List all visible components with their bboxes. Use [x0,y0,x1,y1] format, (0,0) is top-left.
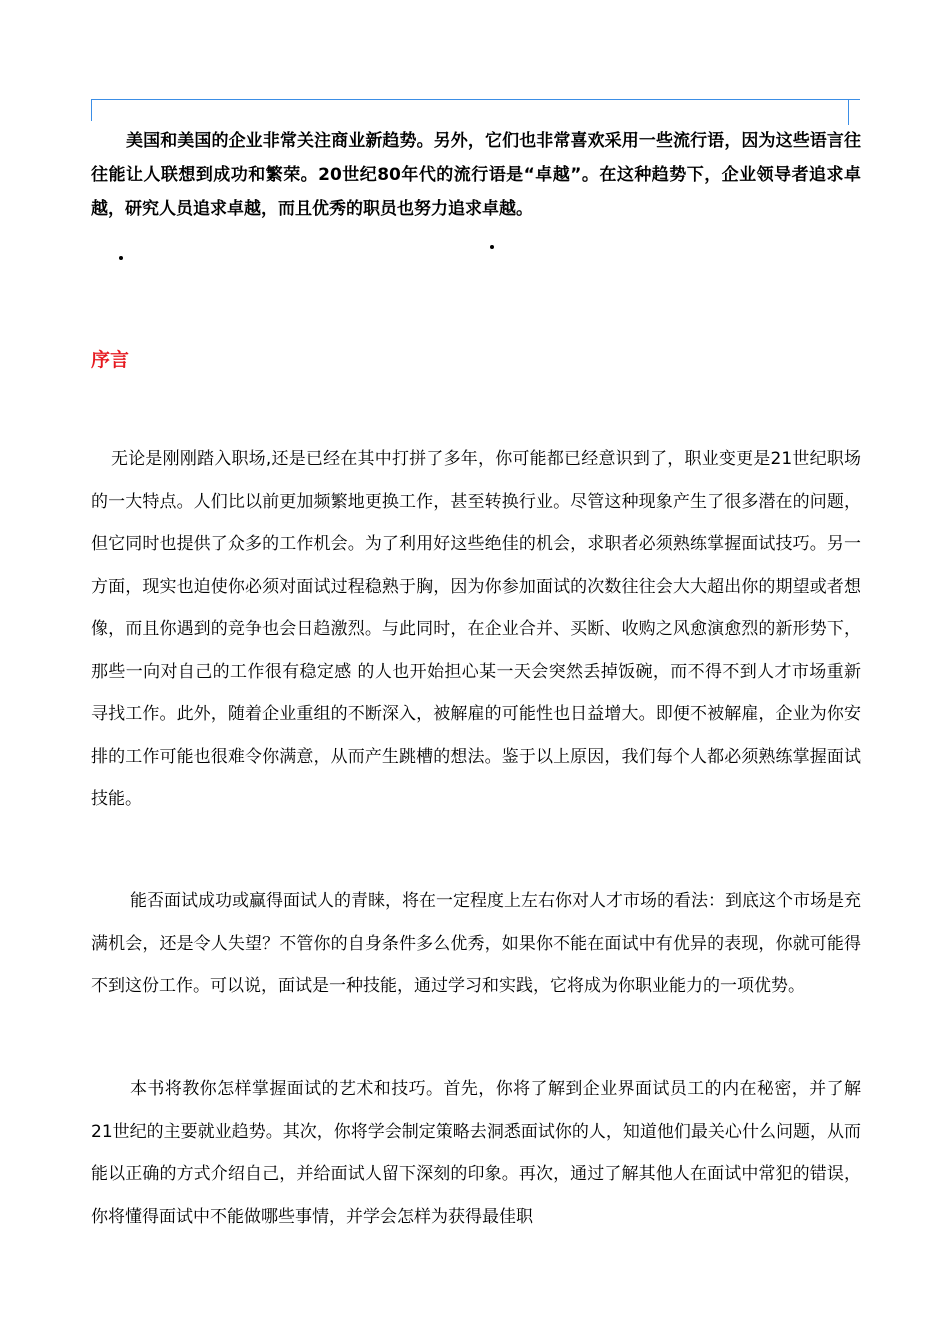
crop-mark-left-vertical [91,99,92,121]
bullet-dot-left [119,256,123,260]
body-paragraph-1: 无论是刚刚踏入职场,还是已经在其中打拼了多年，你可能都已经意识到了，职业变更是21世纪职场的一大特点。人们比以前更加频繁地更换工作，甚至转换行业。尽管这种现象产生了很多潜在的问题，但它同时也提供了众多的工作机会。为了利用好这些绝佳的机会，求职者必须熟练掌握面试技巧。另一方面，现实也迫使你必须对面试过程稳熟于胸，因为你参加面试的次数往往会大大超出你的期望或者想像，而且你遇到的竞争也会日趋激烈。与此同时，在企业合并、买断、收购之风愈演愈烈的新形势下，那些一向对自己的工作很有稳定感 的人也开始担心某一天会突然丢掉饭碗，而不得不到人才市场重新寻找工作。此外，随着企业重组的不断深入，被解雇的可能性也日益增大。即便不被解雇，企业为你安排的工作可能也很难令你满意，从而产生跳槽的想法。鉴于以上原因，我们每个人都必须熟练掌握面试技能。 [91,449,861,809]
crop-mark-right-vertical [848,99,849,125]
intro-paragraph: 美国和美国的企业非常关注商业新趋势。另外，它们也非常喜欢采用一些流行语，因为这些语言往往能让人联想到成功和繁荣。20世纪80年代的流行语是“卓越”。在这种趋势下，企业领导者追求卓越，研究人员追求卓越，而且优秀的职员也努力追求卓越。 [91,131,861,219]
body-paragraph-3: 本书将教你怎样掌握面试的艺术和技巧。首先，你将了解到企业界面试员工的内在秘密，并了解21世纪的主要就业趋势。其次，你将学会制定策略去洞悉面试你的人，知道他们最关心什么问题，从而能以正确的方式介绍自己，并给面试人留下深刻的印象。再次，通过了解其他人在面试中常犯的错误，你将懂得面试中不能做哪些事情，并学会怎样为获得最佳职 [91,1079,861,1227]
crop-mark-right-horizontal [822,99,860,100]
crop-mark-left-horizontal [91,99,127,100]
crop-mark-top-line [127,99,822,100]
bullet-dot-center [490,245,494,249]
section-heading: 序言 [91,349,130,371]
body-paragraph-2: 能否面试成功或赢得面试人的青睐，将在一定程度上左右你对人才市场的看法：到底这个市场是充满机会，还是令人失望？不管你的自身条件多么优秀，如果你不能在面试中有优异的表现，你就可能得不到这份工作。可以说，面试是一种技能，通过学习和实践，它将成为你职业能力的一项优势。 [91,891,861,996]
